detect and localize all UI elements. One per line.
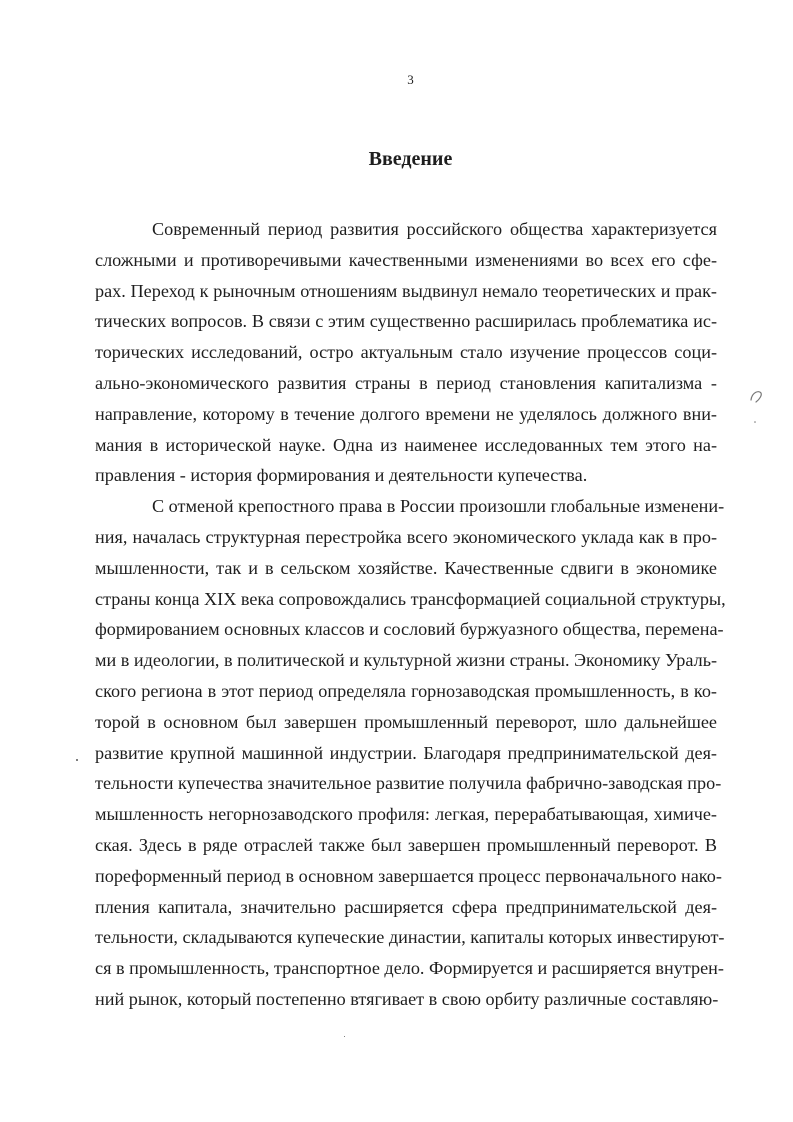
text-line: ния, началась структурная перестройка всего экономического уклада как в про- [95,526,717,547]
text-line: направление, которому в течение долгого времени не уделялось должного вни- [95,403,717,424]
text-line: ми в идеологии, в политической и культурной жизни страны. Экономику Ураль- [95,650,718,671]
scan-speck [76,759,78,761]
text-line: развитие крупной машинной индустрии. Благодаря предпринимательской дея- [95,742,717,763]
scan-speck [344,1036,345,1037]
text-line: торических исследований, остро актуальным стало изучение процессов соци- [95,342,717,363]
text-line: С отменой крепостного права в России произошли глобальные изменени- [152,496,725,517]
text-line: Современный период развития российского общества характеризуется [152,219,717,239]
text-line: тельности, складываются купеческие династии, капиталы которых инвестируют- [95,927,725,948]
text-line: торой в основном был завершен промышленный переворот, шло дальнейшее [95,711,717,732]
text-line: ний рынок, который постепенно втягивает в свою орбиту различные составляю- [95,988,719,1009]
text-line: ся в промышленность, транспортное дело. Формируется и расширяется внутрен- [95,958,724,979]
text-line: мания в исторической науке. Одна из наименее исследованных тем этого на- [95,434,717,455]
text-line: формированием основных классов и сословий буржуазного общества, перемена- [95,619,724,640]
text-line: мышленность негорнозаводского профиля: легкая, перерабатывающая, химиче- [95,804,717,825]
text-line: сложными и противоречивыми качественными изменениями во всех его сфе- [95,249,717,270]
text-line: тельности купечества значительное развитие получила фабрично-заводская про- [95,773,722,794]
text-line: страны конца XIX века сопровождались трансформацией социальной структуры, [95,588,726,609]
body-text [95,214,726,1015]
text-line: правления - история формирования и деятельности купечества. [95,465,588,486]
paragraph-2 [95,491,726,1015]
text-line: мышленности, так и в сельском хозяйстве. Качественные сдвиги в экономике [95,557,717,578]
text-line: ально-экономического развития страны в период становления капитализма - [95,372,717,393]
text-line: ского региона в этот период определяла горнозаводская промышленность, в ко- [95,680,717,701]
section-heading: Введение [368,148,453,170]
text-line: пореформенный период в основном завершается процесс первоначального нако- [95,865,722,886]
paragraph-1 [95,214,717,491]
text-line: рах. Переход к рыночным отношениям выдвинул немало теоретических и прак- [95,280,717,301]
text-line: ская. Здесь в ряде отраслей также был завершен промышленный переворот. В [95,834,717,855]
text-line: пления капитала, значительно расширяется сфера предпринимательской дея- [95,896,717,917]
page-number: 3 [407,72,414,87]
text-line: тических вопросов. В связи с этим существенно расширилась проблематика ис- [95,311,717,332]
margin-pencil-mark [748,384,768,424]
